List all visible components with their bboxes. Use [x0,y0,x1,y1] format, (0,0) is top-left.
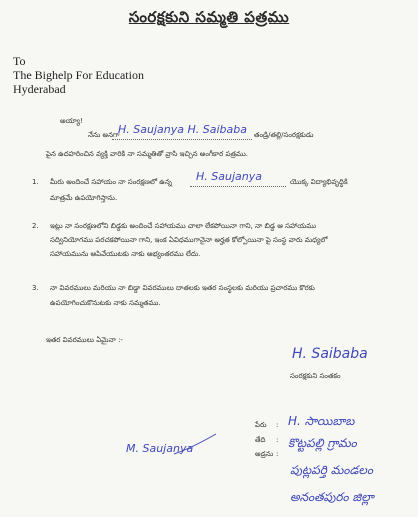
other-details-label: ఇతర వివరములు ఏమైనా :- [46,336,123,344]
intro-suffix: తండ్రి/తల్లి/సంరక్షకుడు [254,131,314,139]
item-1-line1-suffix: యొక్క విద్యాభివృద్ధికి [290,178,348,186]
item-2-line3: సహాయమును ఆపివేయుటకు నాకు అభ్యంతరము లేదు. [50,250,201,258]
recipient-city: Hyderabad [13,82,66,96]
address-line-1: కొట్టపల్లి గ్రామం [288,436,357,450]
address-line-2: పుట్లపర్తి మండలం [290,463,373,477]
item-1-line1-prefix: మీరు అందించే సహాయం నా సంరక్షణలో ఉన్న [50,178,172,186]
intro-handwritten-name: H. Saujanya H. Saibaba [118,123,247,136]
item-1-number: 1. [32,178,39,186]
recipient-name: The Bighelp For Education [13,68,144,82]
child-signature: M. Saujanya [126,442,194,455]
item-1-line2: మాత్రమే ఉపయోగిస్తాను. [50,194,118,202]
address-line-3: అనంతపురం జిల్లా [290,490,374,504]
intro-prefix: నేను అనగా [88,131,120,139]
name-colon: : [276,421,279,429]
intro-name-line [112,139,252,140]
item-2-line1: ఇట్లు నా సంరక్షణలోని బిడ్డకు అందించే సహాయము చాలా లేకపోయినా గాని, నా బిడ్డ ఆ సహాయము [50,222,317,230]
item-2-number: 2. [32,222,39,230]
to-label: To [13,54,26,68]
date-colon: : [276,436,279,444]
intro-line2: పైన ఉదహరించిన వ్యక్తి వారికి నా సమ్మతితో వ్రాసి ఇచ్చిన అంగీకార పత్రము. [46,150,248,158]
item-1-name-line [190,186,286,187]
item-3-number: 3. [32,284,39,292]
document-title: సంరక్షకుని సమ్మతి పత్రము [128,8,290,26]
signature-flourish [172,432,218,458]
item-3-line2: ఉపయోగించుకొనుటకు నాకు సమ్మతము. [50,299,161,307]
salutation: అయ్యా! [60,117,83,125]
item-1-handwritten-name: H. Saujanya [196,170,262,183]
name-value: H. సాయిబాబ [288,414,355,428]
address-label: అడ్రను [255,450,274,458]
date-label: తేది [255,436,266,444]
item-3-line1: నా వివరములు మరియు నా బిడ్డా వివరములు దాతలకు ఇతర సంస్థలకు మరియు ప్రచారము కొరకు [50,284,315,292]
address-colon: : [276,450,279,458]
item-2-line2: సద్వినియోగము పరచకపోయినా గాని, ఇంక ఏవిధముగానైనా అర్హత కోల్పోయినా పై సంస్థ వారు మధ్యలో [50,236,328,244]
name-label: పేరు [255,421,267,429]
guardian-signature: H. Saibaba [292,346,368,362]
guardian-signature-label: సంరక్షకుని సంతకం [290,372,341,380]
